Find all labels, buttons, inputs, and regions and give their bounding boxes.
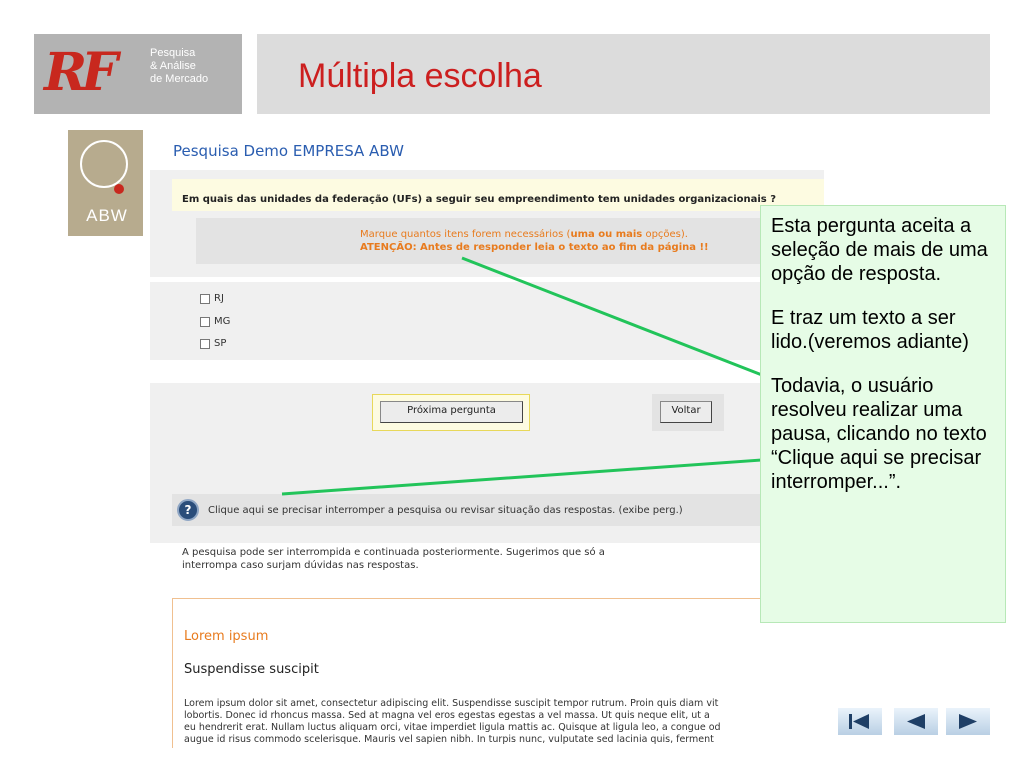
instruction-suffix: opções).	[642, 229, 688, 240]
annotation-note	[760, 205, 1006, 623]
pause-survey-link[interactable]: Clique aqui se precisar interromper a pesquisa ou revisar situação das respostas. (exibe perg.)	[208, 505, 683, 516]
slide-title: Múltipla escolha	[298, 57, 542, 95]
first-slide-button[interactable]	[838, 708, 882, 735]
instruction-warning: ATENÇÃO: Antes de responder leia o texto ao fim da página !!	[360, 242, 709, 253]
next-question-button[interactable]: Próxima pergunta	[380, 401, 523, 423]
logo-line-3: de Mercado	[150, 73, 209, 85]
next-slide-icon	[946, 708, 990, 735]
pause-info-line-1: A pesquisa pode ser interrompida e continuada posteriormente. Sugerimos que só a	[182, 547, 605, 558]
question-text: Em quais das unidades da federação (UFs) a seguir seu empreendimento tem unidades organizacionais ?	[182, 194, 777, 205]
logo-line-1: Pesquisa	[150, 47, 196, 59]
option-label: MG	[214, 316, 231, 327]
reading-line: augue id risus commodo scelerisque. Mauris vel sapien nibh. In turpis nunc, vulputate sed lacinia quis, ferment	[184, 734, 714, 745]
pause-info-line-2: interrompa caso surjam dúvidas nas respostas.	[182, 560, 419, 571]
company-logo-mark: RF	[44, 42, 113, 103]
note-paragraph-3: Todavia, o usuário resolveu realizar uma pausa, clicando no texto “Clique aqui se precisar interromper...”.	[771, 375, 987, 493]
reading-line: eu hendrerit erat. Nullam luctus aliquam orci, vitae imperdiet ligula mattis ac. Quisque at ligula leo, a congue od	[184, 722, 721, 733]
connector-line-instruction	[462, 258, 762, 375]
logo-line-2: & Análise	[150, 60, 196, 72]
option-label: RJ	[214, 293, 224, 304]
note-paragraph-1: Esta pergunta aceita a seleção de mais de uma opção de resposta.	[771, 215, 988, 285]
abw-badge-label: ABW	[86, 206, 128, 225]
note-paragraph-2: E traz um texto a ser lido.(veremos adiante)	[771, 307, 969, 353]
option-label: SP	[214, 338, 227, 349]
reading-line: lobortis. Donec id rhoncus massa. Sed at magna vel eros egestas egestas a vel massa. Ut quis neque elit, ut a	[184, 710, 710, 721]
instruction-prefix: Marque quantos itens forem necessários (	[360, 229, 571, 240]
survey-title: Pesquisa Demo EMPRESA ABW	[173, 142, 404, 160]
reading-subtitle: Suspendisse suscipit	[184, 662, 319, 677]
reading-line: Lorem ipsum dolor sit amet, consectetur adipiscing elit. Suspendisse suscipit tempor rutrum. Proin quis diam vit	[184, 698, 719, 709]
question-circle-icon[interactable]: ?	[177, 499, 199, 521]
connector-line-pause	[282, 441, 762, 494]
previous-slide-button[interactable]	[894, 708, 938, 735]
back-button[interactable]: Voltar	[660, 401, 712, 423]
first-page-icon	[838, 708, 882, 735]
instruction-bold: uma ou mais	[570, 229, 643, 240]
next-slide-button[interactable]	[946, 708, 990, 735]
reading-title: Lorem ipsum	[184, 629, 269, 644]
previous-slide-icon	[894, 708, 938, 735]
